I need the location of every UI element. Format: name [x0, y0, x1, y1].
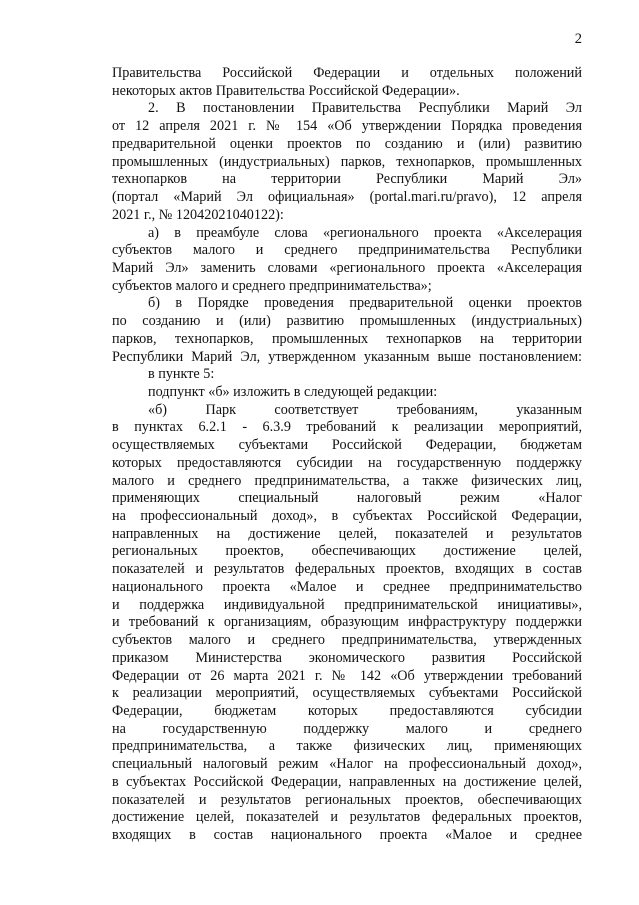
text-line: б) в Порядке проведения предварительной оценки проектов: [148, 295, 582, 312]
text-line: предварительной оценки проектов по созданию и (или) развитию: [112, 135, 582, 152]
text-line: 2. В постановлении Правительства Республики Марий Эл: [148, 100, 582, 117]
text-line: применяющих специальный налоговый режим «Налог: [112, 490, 582, 507]
text-line: Правительства Российской Федерации и отдельных положений: [112, 65, 582, 81]
text-line: субъектов малого и среднего предпринимательства Республики: [112, 242, 582, 259]
text-line: предпринимательства, а также физических лиц, применяющих: [112, 738, 582, 755]
text-line: которых предоставляются субсидии на государственную поддержку: [112, 454, 582, 471]
text-line: специальный налоговый режим «Налог на профессиональный доход»,: [112, 756, 582, 773]
text-line: малого и среднего предпринимательства, а также физических лиц,: [112, 472, 582, 489]
text-line: 2021 г., № 12042021040122):: [112, 206, 284, 223]
text-line: (портал «Марий Эл официальная» (portal.mari.ru/pravo), 12 апреля: [112, 189, 582, 205]
text-line: достижение целей, показателей и результатов федеральных проектов,: [112, 809, 582, 826]
text-line: и требований к организациям, образующим инфраструктуру поддержки: [112, 614, 582, 631]
text-line: приказом Министерства экономического развития Российской: [112, 649, 582, 666]
text-line: на профессиональный доход», в субъектах Российской Федерации,: [112, 508, 582, 524]
text-line: «б) Парк соответствует требованиям, указанным: [148, 401, 582, 418]
text-line: Марий Эл» заменить словами «регионального проекта «Акселерация: [112, 259, 582, 276]
text-line: парков, технопарков, промышленных технопарков на территории: [112, 330, 582, 347]
text-line: на государственную поддержку малого и среднего: [112, 720, 582, 737]
page-number: 2: [574, 31, 582, 47]
text-line: показателей и результатов федеральных проектов, входящих в состав: [112, 561, 582, 578]
text-line: направленных на достижение целей, показателей и результатов: [112, 525, 582, 542]
text-line: по созданию и (или) развитию промышленных (индустриальных): [112, 313, 582, 330]
text-line: от 12 апреля 2021 г. № 154 «Об утверждении Порядка проведения: [112, 118, 582, 135]
text-line: в субъектах Российской Федерации, направленных на достижение целей,: [112, 773, 582, 790]
text-line: Федерации, бюджетам которых предоставляются субсидии: [112, 702, 582, 719]
text-line: показателей и результатов региональных проектов, обеспечивающих: [112, 791, 582, 808]
text-line: подпункт «б» изложить в следующей редакции:: [148, 384, 438, 400]
text-line: технопарков на территории Республики Марий Эл»: [112, 171, 582, 188]
text-line: Республики Марий Эл, утвержденном указанным выше постановлением:: [112, 348, 582, 365]
text-line: а) в преамбуле слова «регионального проекта «Акселерация: [148, 224, 582, 241]
text-line: промышленных (индустриальных) парков, технопарков, промышленных: [112, 153, 582, 170]
text-line: к реализации мероприятий, осуществляемых субъектами Российской: [112, 685, 582, 702]
text-line: входящих в состав национального проекта «Малое и среднее: [112, 827, 582, 843]
text-line: в пункте 5:: [148, 366, 215, 383]
text-line: некоторых актов Правительства Российской Федерации».: [112, 82, 460, 99]
text-line: Федерации от 26 марта 2021 г. № 142 «Об утверждении требований: [112, 667, 582, 684]
text-line: субъектов малого и среднего предпринимательства»;: [112, 277, 432, 294]
text-line: и поддержка индивидуальной предпринимательской инициативы»,: [112, 596, 582, 613]
text-line: осуществляемых субъектами Российской Федерации, бюджетам: [112, 437, 582, 454]
text-line: национального проекта «Малое и среднее предпринимательство: [112, 578, 582, 595]
text-line: региональных проектов, обеспечивающих достижение целей,: [112, 543, 582, 560]
text-line: в пунктах 6.2.1 - 6.3.9 требований к реализации мероприятий,: [112, 419, 582, 436]
text-line: субъектов малого и среднего предпринимательства, утвержденных: [112, 632, 582, 648]
